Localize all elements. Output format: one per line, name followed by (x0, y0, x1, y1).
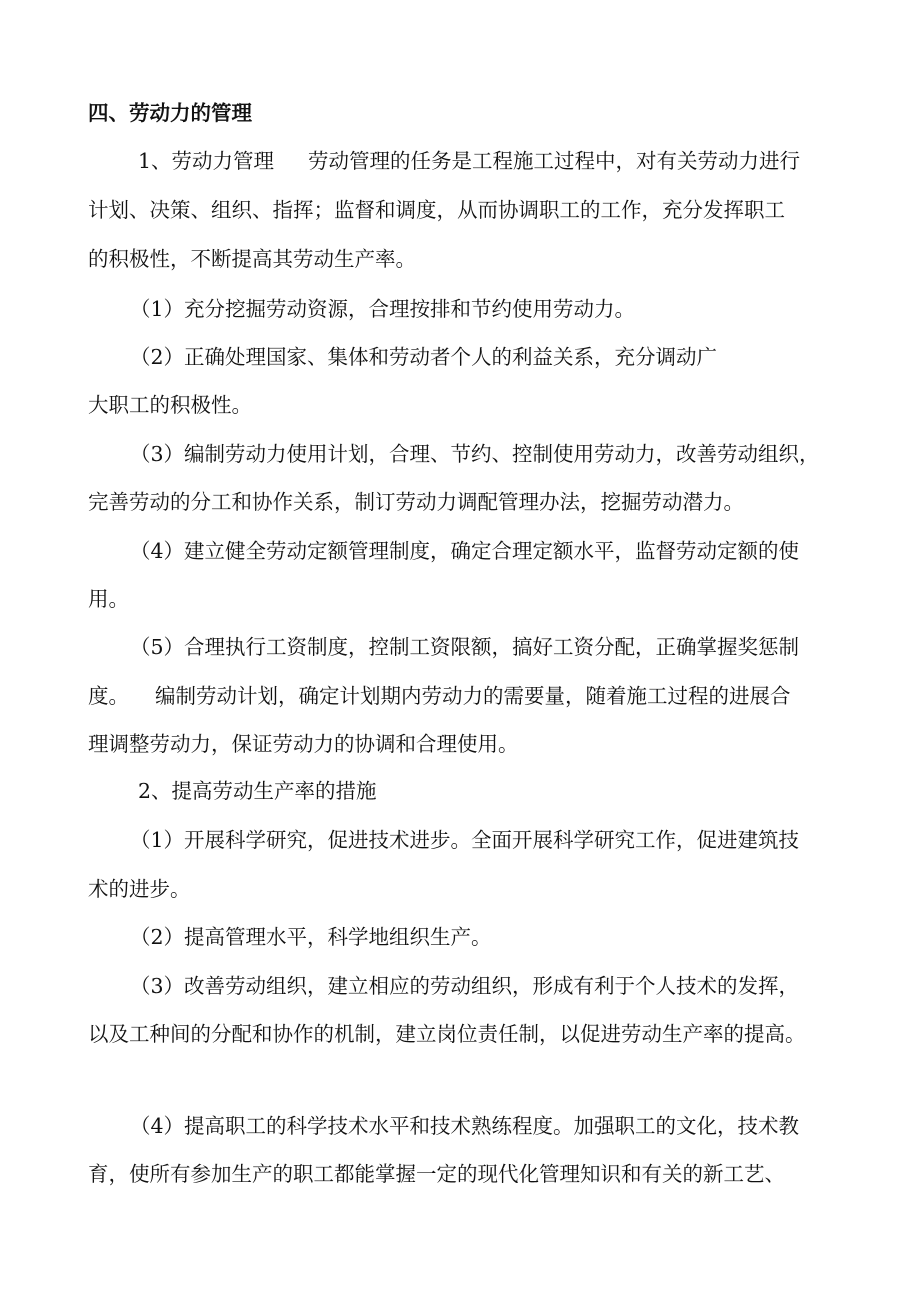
list-item-1-2: （2）正确处理国家、集体和劳动者个人的利益关系，充分调动广 (130, 345, 718, 369)
subsection-1-first-line (138, 148, 800, 174)
paragraph-line: 育，使所有参加生产的职工都能掌握一定的现代化管理知识和有关的新工艺、 (88, 1162, 785, 1186)
list-item-1-4: （4）建立健全劳动定额管理制度，确定合理定额水平，监督劳动定额的使 (130, 539, 800, 563)
paragraph-line: 理调整劳动力，保证劳动力的协调和合理使用。 (88, 732, 519, 756)
paragraph-line: 计划、决策、组织、指挥；监督和调度，从而协调职工的工作，充分发挥职工 (88, 198, 785, 222)
list-item-1-1: （1）充分挖掘劳动资源，合理按排和节约使用劳动力。 (130, 297, 636, 321)
list-item-2-2: （2）提高管理水平，科学地组织生产。 (130, 925, 492, 949)
paragraph-line: 术的进步。 (88, 877, 191, 901)
list-item-1-5: （5）合理执行工资制度，控制工资限额，搞好工资分配，正确掌握奖惩制 (130, 635, 800, 659)
list-item-2-1: （1）开展科学研究，促进技术进步。全面开展科学研究工作，促进建筑技 (130, 828, 800, 852)
list-item-1-5-end: 度。 (88, 684, 129, 708)
subsection-2-title: 2、提高劳动生产率的措施 (138, 779, 377, 803)
paragraph-line (88, 683, 791, 709)
paragraph-line: 的积极性，不断提高其劳动生产率。 (88, 247, 416, 271)
paragraph-line: 以及工种间的分配和协作的机制，建立岗位责任制，以促进劳动生产率的提高。 (88, 1022, 806, 1046)
paragraph-line: 用。 (88, 587, 129, 611)
section-heading: 四、劳动力的管理 (88, 101, 252, 125)
list-item-2-4: （4）提高职工的科学技术水平和技术熟练程度。加强职工的文化，技术教 (130, 1114, 800, 1138)
paragraph-line: 完善劳动的分工和协作关系，制订劳动力调配管理办法，挖掘劳动潜力。 (88, 490, 744, 514)
paragraph-line: 大职工的积极性。 (88, 393, 252, 417)
list-item-1-3: （3）编制劳动力使用计划，合理、节约、控制使用劳动力，改善劳动组织， (130, 442, 820, 466)
subsection-1-intro: 劳动管理的任务是工程施工过程中，对有关劳动力进行 (308, 149, 801, 173)
list-item-2-3: （3）改善劳动组织，建立相应的劳动组织，形成有利于个人技术的发挥， (130, 974, 800, 998)
subsection-1-title: 1、劳动力管理 (138, 149, 275, 173)
labor-plan-text: 编制劳动计划，确定计划期内劳动力的需要量，随着施工过程的进展合 (155, 684, 791, 708)
